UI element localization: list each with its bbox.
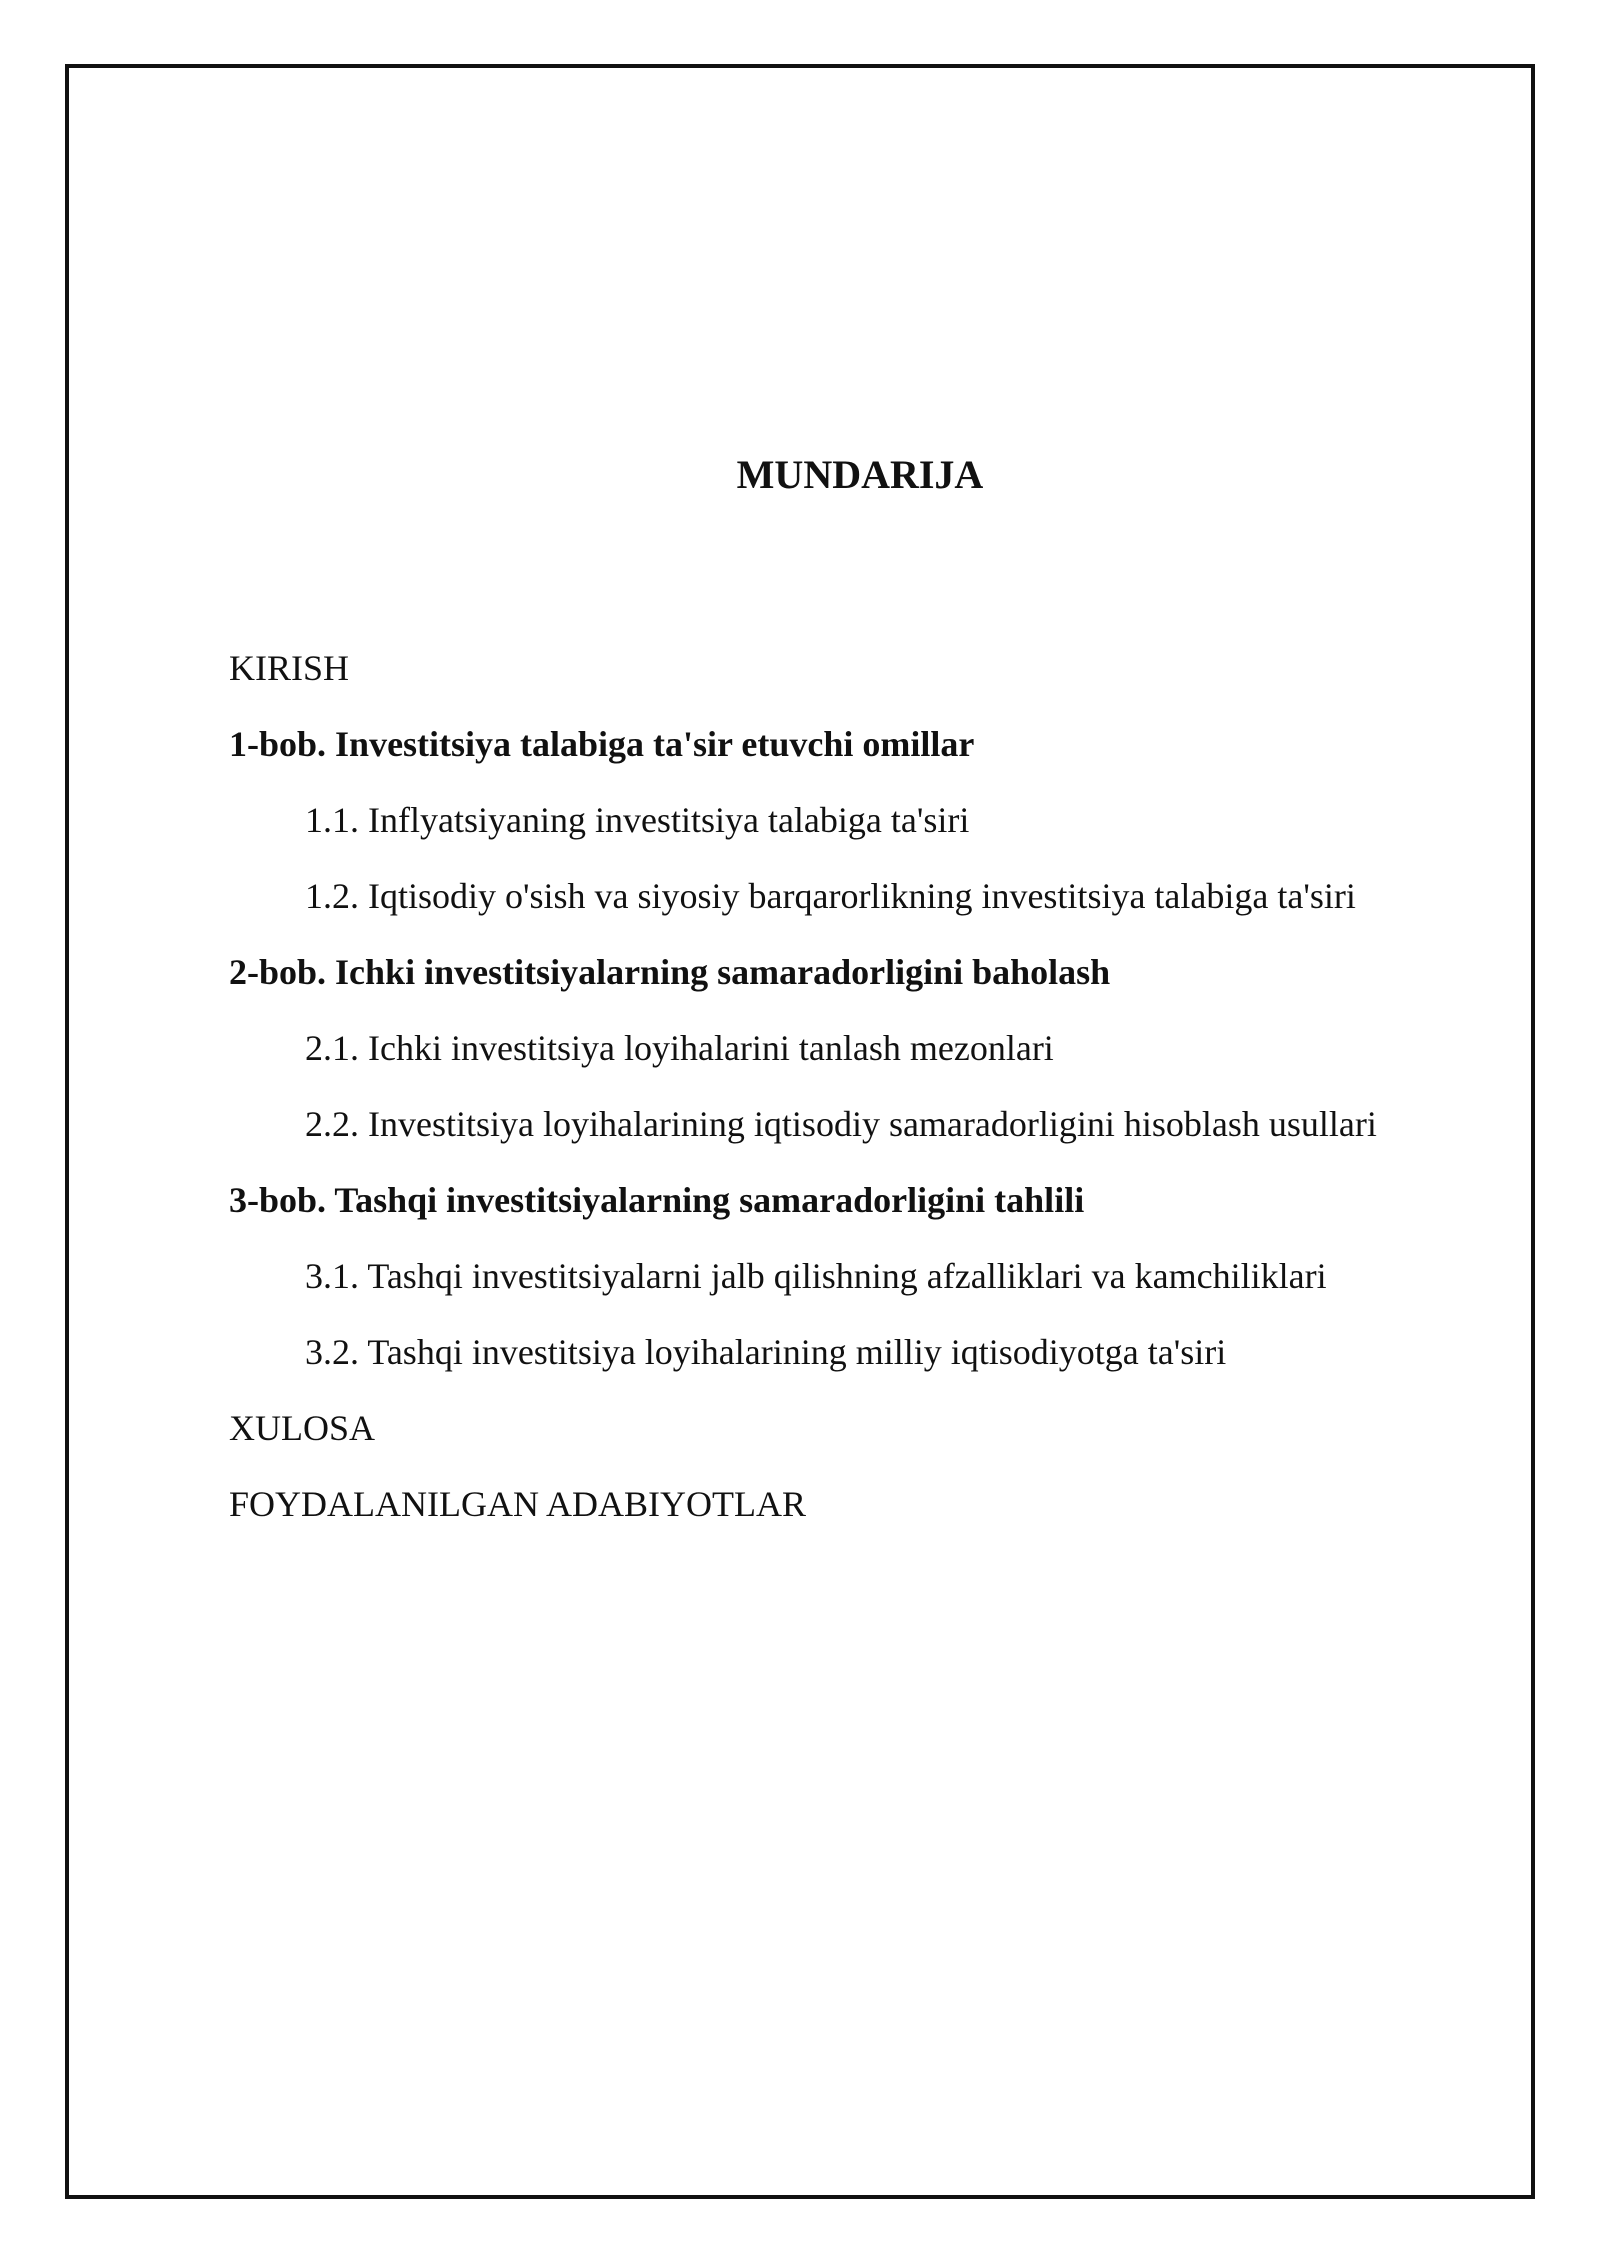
toc-entry-chapter-1: 1-bob. Investitsiya talabiga ta'sir etuvchi omillar <box>229 724 975 764</box>
toc-entry-section-2-2: 2.2. Investitsiya loyihalarining iqtisodiy samaradorligini hisoblash usullari <box>305 1104 1377 1144</box>
toc-entry-chapter-3: 3-bob. Tashqi investitsiyalarning samaradorligini tahlili <box>229 1180 1085 1220</box>
table-of-contents <box>229 644 1377 1556</box>
toc-title: MUNDARIJA <box>736 452 984 497</box>
toc-entry-introduction: KIRISH <box>229 648 350 688</box>
toc-entry-chapter-2: 2-bob. Ichki investitsiyalarning samaradorligini baholash <box>229 952 1111 992</box>
toc-entry-section-2-1: 2.1. Ichki investitsiya loyihalarini tanlash mezonlari <box>305 1028 1054 1068</box>
toc-entry-section-1-2: 1.2. Iqtisodiy o'sish va siyosiy barqarorlikning investitsiya talabiga ta'siri <box>305 876 1356 916</box>
toc-entry-conclusion: XULOSA <box>229 1408 376 1448</box>
toc-entry-section-3-1: 3.1. Tashqi investitsiyalarni jalb qilishning afzalliklari va kamchiliklari <box>305 1256 1327 1296</box>
toc-entry-section-3-2: 3.2. Tashqi investitsiya loyihalarining milliy iqtisodiyotga ta'siri <box>305 1332 1227 1372</box>
toc-entry-references: FOYDALANILGAN ADABIYOTLAR <box>229 1484 806 1524</box>
toc-entry-section-1-1: 1.1. Inflyatsiyaning investitsiya talabiga ta'siri <box>305 800 970 840</box>
